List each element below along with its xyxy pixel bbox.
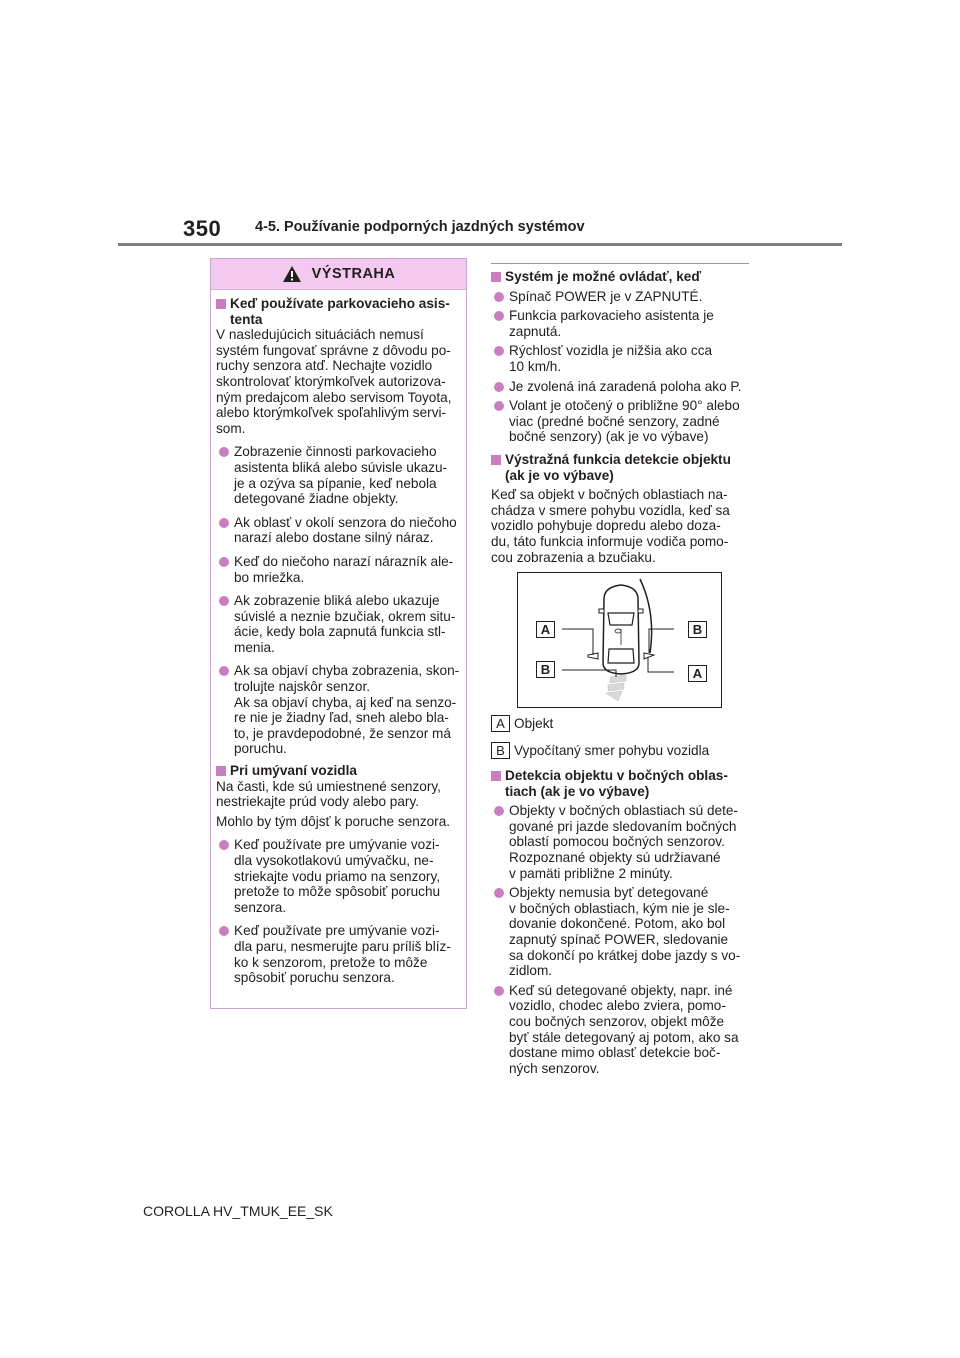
round-bullet-icon	[494, 888, 504, 898]
round-bullet-icon	[494, 292, 504, 302]
car-top-view-illustration	[518, 573, 721, 707]
list-item-text: Rýchlosť vozidla je nižšia ako cca 10 km/h.	[509, 343, 713, 374]
warning-title: VÝSTRAHA	[311, 266, 396, 282]
list-item	[216, 593, 460, 655]
list-item	[491, 379, 757, 395]
heading-text: Detekcia objektu v bočných oblas- tiach (ak je vo výbave)	[505, 768, 728, 799]
legend-key: A	[491, 715, 510, 732]
heading-operating-conditions	[491, 269, 757, 285]
round-bullet-icon	[494, 346, 504, 356]
list-item	[216, 663, 460, 757]
round-bullet-icon	[219, 557, 229, 567]
heading-text: Systém je možné ovládať, keď	[505, 269, 702, 284]
header-divider	[118, 243, 842, 246]
section-title: 4-5. Používanie podporných jazdných systémov	[255, 219, 585, 235]
square-bullet-icon	[216, 766, 226, 776]
square-bullet-icon	[216, 299, 226, 309]
warning-heading-parking	[216, 296, 460, 327]
page-number: 350	[183, 216, 222, 241]
list-item-text: Ak oblasť v okolí senzora do niečoho narazí alebo dostane silný náraz.	[234, 514, 457, 546]
diagram-label-b: B	[536, 661, 555, 678]
list-item-text: Keď používate pre umývanie vozi- dla vysokotlakovú umývačku, ne- striekajte vodu priamo na senzory, pretože to môže spôsobiť poruchu senzora.	[234, 837, 441, 915]
legend-text: Objekt	[514, 715, 554, 731]
heading-text: Keď používate parkovacieho asis- tenta	[230, 296, 450, 327]
list-item-text: Keď do niečoho narazí nárazník ale- bo mriežka.	[234, 553, 454, 585]
diagram-label-a: A	[688, 665, 707, 682]
square-bullet-icon	[491, 771, 501, 781]
heading-text: Pri umývaní vozidla	[230, 763, 357, 779]
diagram-label-a: A	[536, 621, 555, 638]
paragraph: Mohlo by tým dôjsť k poruche senzora.	[216, 813, 451, 829]
round-bullet-icon	[494, 382, 504, 392]
round-bullet-icon	[494, 986, 504, 996]
legend-item	[491, 742, 757, 759]
list-item	[216, 923, 460, 985]
diagram-label-b: B	[688, 621, 707, 638]
list-item	[491, 803, 757, 881]
list-item	[491, 308, 757, 339]
warning-body	[211, 290, 466, 986]
list-item-text: Funkcia parkovacieho asistenta je zapnutá.	[509, 308, 714, 339]
warning-box	[210, 258, 467, 1009]
paragraph: Keď sa objekt v bočných oblastiach na- chádza v smere pohybu vozidla, keď sa vozidlo pohybuje dopredu alebo doza- du, táto funkcia informuje vodiča pomo- cou zobrazenia a bzučiaku.	[491, 487, 730, 565]
warning-heading-washing	[216, 763, 460, 779]
heading-side-detection	[491, 768, 757, 799]
list-item-text: Objekty nemusia byť detegované v bočných oblastiach, kým nie je sle- dovanie dokončené. Potom, ako bol zapnutý spínač POWER, sledovanie sa dokončí po krátkej dobe jazdy s vo- zidlom.	[509, 885, 741, 979]
square-bullet-icon	[491, 272, 501, 282]
list-item-text: Keď používate pre umývanie vozi- dla paru, nesmerujte paru príliš blíz- ko k senzorom, pretože to môže spôsobiť poruchu senzora.	[234, 923, 451, 986]
list-item-text: Keď sú detegované objekty, napr. iné vozidlo, chodec alebo zviera, pomo- cou bočných senzorov, objekt môže byť stále detegovaný aj potom, ako sa dostane mimo oblasť detekcie boč- ných senzorov.	[509, 982, 739, 1076]
round-bullet-icon	[219, 666, 229, 676]
round-bullet-icon	[219, 840, 229, 850]
list-item-text: Je zvolená iná zaradená poloha ako P.	[509, 378, 742, 394]
round-bullet-icon	[219, 518, 229, 528]
warning-triangle-icon	[282, 265, 302, 283]
heading-text: Výstražná funkcia detekcie objektu (ak je vo výbave)	[505, 451, 731, 483]
list-item-text: Ak zobrazenie bliká alebo ukazuje súvislé a neznie bzučiak, okrem situ- ácie, kedy bola zapnutá funkcia stl- menia.	[234, 593, 456, 655]
side-detection-diagram	[517, 572, 722, 708]
list-item-text: Spínač POWER je v ZAPNUTÉ.	[509, 288, 703, 304]
square-bullet-icon	[491, 455, 501, 465]
heading-warning-function	[491, 452, 757, 483]
list-item-text: Zobrazenie činnosti parkovacieho asistenta bliká alebo súvisle ukazu- je a ozýva sa pípanie, keď nebola detegované žiadne objekty.	[234, 444, 448, 507]
paragraph: Na časti, kde sú umiestnené senzory, nestriekajte prúd vody alebo pary.	[216, 778, 441, 810]
list-item	[491, 289, 757, 305]
legend-text: Vypočítaný smer pohybu vozidla	[514, 742, 710, 758]
list-item	[216, 837, 460, 915]
round-bullet-icon	[494, 806, 504, 816]
legend-item	[491, 715, 757, 732]
round-bullet-icon	[219, 596, 229, 606]
round-bullet-icon	[494, 401, 504, 411]
round-bullet-icon	[219, 447, 229, 457]
list-item	[491, 983, 757, 1077]
list-item-text: Ak sa objaví chyba zobrazenia, skon- trolujte najskôr senzor. Ak sa objaví chyba, aj keď na senzo- re nie je žiadny ľad, sneh alebo bla- to, je pravdepodobné, že senzor má poruchu.	[234, 663, 460, 757]
round-bullet-icon	[219, 926, 229, 936]
list-item-text: Volant je otočený o približne 90° alebo viac (predné bočné senzory, zadné bočné senzory) (ak je vo výbave)	[509, 398, 740, 445]
warning-header	[211, 259, 466, 290]
list-item	[216, 554, 460, 585]
list-item	[216, 515, 460, 546]
paragraph: V nasledujúcich situáciách nemusí systém fungovať správne z dôvodu po- ruchy senzora atď. Nechajte vozidlo skontrolovať ktorýmkoľvek autorizova- ným predajcom alebo servisom Toyota, alebo ktorýmkoľvek spoľahlivým servi- som.	[216, 327, 452, 436]
list-item-text: Objekty v bočných oblastiach sú dete- gované pri jazde sledovaním bočných oblastí pomocou bočných senzorov. Rozpoznané objekty sú udržiavané v pamäti približne 2 minúty.	[509, 803, 738, 881]
round-bullet-icon	[494, 311, 504, 321]
list-item	[491, 885, 757, 979]
right-column	[491, 263, 757, 1076]
footer-document-id: COROLLA HV_TMUK_EE_SK	[143, 1203, 333, 1219]
list-item	[491, 398, 757, 445]
list-item	[216, 444, 460, 506]
list-item	[491, 343, 757, 374]
legend-key: B	[491, 742, 510, 759]
